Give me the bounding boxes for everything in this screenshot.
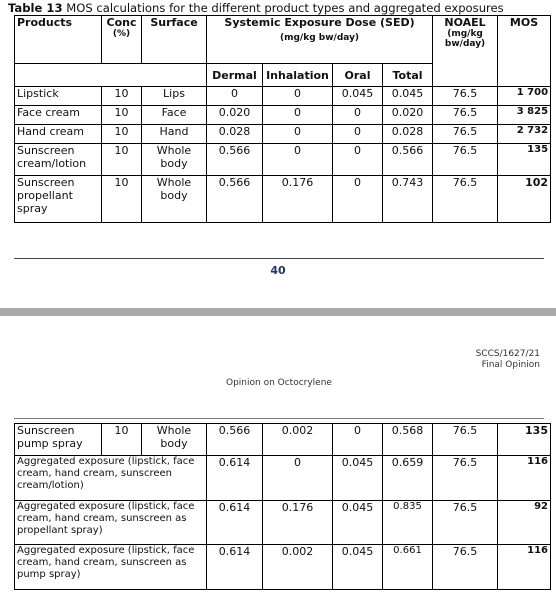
table-row bbox=[15, 125, 551, 144]
cell-conc: 10 bbox=[102, 125, 142, 144]
cell-conc: 10 bbox=[102, 87, 142, 106]
cell-product: Sunscreen cream/lotion bbox=[15, 144, 102, 176]
header-conc-label: Conc bbox=[106, 16, 137, 29]
table-row bbox=[15, 456, 551, 501]
header-divider bbox=[14, 418, 544, 419]
cell-inhalation: 0.002 bbox=[263, 545, 333, 590]
cell-dermal: 0.566 bbox=[207, 176, 263, 223]
header-blank bbox=[15, 64, 207, 87]
header-total: Total bbox=[383, 64, 433, 87]
cell-mos: 116 bbox=[498, 456, 551, 501]
header-noael-unit: (mg/kg bw/day) bbox=[444, 29, 486, 49]
table-row bbox=[15, 424, 551, 456]
cell-surface: Lips bbox=[142, 87, 207, 106]
cell-surface: Whole body bbox=[142, 144, 207, 176]
cell-inhalation: 0 bbox=[263, 87, 333, 106]
cell-mos: 2 732 bbox=[498, 125, 551, 144]
cell-inhalation: 0 bbox=[263, 144, 333, 176]
cell-surface: Whole body bbox=[142, 176, 207, 223]
page-number: 40 bbox=[270, 264, 286, 277]
page-divider bbox=[14, 258, 544, 259]
cell-dermal: 0.566 bbox=[207, 424, 263, 456]
cell-oral: 0.045 bbox=[333, 545, 383, 590]
cell-inhalation: 0 bbox=[263, 125, 333, 144]
cell-total: 0.566 bbox=[383, 144, 433, 176]
cell-noael: 76.5 bbox=[433, 456, 498, 501]
header-sed-label: Systemic Exposure Dose (SED) bbox=[224, 16, 415, 29]
cell-dermal: 0.028 bbox=[207, 125, 263, 144]
table-row bbox=[15, 144, 551, 176]
table-caption-label: Table 13 bbox=[8, 1, 63, 15]
cell-noael: 76.5 bbox=[433, 125, 498, 144]
cell-conc: 10 bbox=[102, 424, 142, 456]
cell-mos: 3 825 bbox=[498, 106, 551, 125]
cell-noael: 76.5 bbox=[433, 176, 498, 223]
document-status: Final Opinion bbox=[481, 360, 540, 370]
cell-oral: 0 bbox=[333, 125, 383, 144]
cell-dermal: 0.020 bbox=[207, 106, 263, 125]
cell-total: 0.661 bbox=[383, 545, 433, 590]
cell-noael: 76.5 bbox=[433, 545, 498, 590]
cell-aggregated-label: Aggregated exposure (lipstick, face cream, hand cream, sunscreen as propellant spray) bbox=[15, 501, 207, 545]
cell-product: Lipstick bbox=[15, 87, 102, 106]
cell-total: 0.028 bbox=[383, 125, 433, 144]
cell-oral: 0 bbox=[333, 176, 383, 223]
cell-dermal: 0 bbox=[207, 87, 263, 106]
cell-oral: 0.045 bbox=[333, 456, 383, 501]
cell-noael: 76.5 bbox=[433, 424, 498, 456]
cell-product: Sunscreen pump spray bbox=[15, 424, 102, 456]
cell-mos: 135 bbox=[498, 144, 551, 176]
cell-noael: 76.5 bbox=[433, 87, 498, 106]
header-conc-unit: (%) bbox=[112, 29, 131, 39]
header-dermal: Dermal bbox=[207, 64, 263, 87]
cell-dermal: 0.614 bbox=[207, 501, 263, 545]
cell-surface: Face bbox=[142, 106, 207, 125]
cell-aggregated-label: Aggregated exposure (lipstick, face cream, hand cream, sunscreen as pump spray) bbox=[15, 545, 207, 590]
cell-total: 0.659 bbox=[383, 456, 433, 501]
header-sed bbox=[207, 16, 433, 64]
cell-conc: 10 bbox=[102, 144, 142, 176]
cell-mos: 102 bbox=[498, 176, 551, 223]
cell-oral: 0.045 bbox=[333, 501, 383, 545]
cell-surface: Whole body bbox=[142, 424, 207, 456]
table-row bbox=[15, 106, 551, 125]
cell-inhalation: 0 bbox=[263, 106, 333, 125]
page-break bbox=[0, 308, 556, 316]
cell-product: Face cream bbox=[15, 106, 102, 125]
cell-aggregated-label: Aggregated exposure (lipstick, face cream, hand cream, sunscreen cream/lotion) bbox=[15, 456, 207, 501]
running-header: Opinion on Octocrylene bbox=[226, 378, 332, 388]
table-caption-text: MOS calculations for the different product types and aggregated exposures bbox=[66, 1, 504, 15]
cell-surface: Hand bbox=[142, 125, 207, 144]
header-inhalation: Inhalation bbox=[263, 64, 333, 87]
header-surface: Surface bbox=[142, 16, 207, 64]
cell-total: 0.743 bbox=[383, 176, 433, 223]
mos-table-top bbox=[14, 15, 551, 223]
header-noael bbox=[433, 16, 498, 87]
cell-oral: 0 bbox=[333, 424, 383, 456]
cell-total: 0.835 bbox=[383, 501, 433, 545]
cell-product: Hand cream bbox=[15, 125, 102, 144]
cell-dermal: 0.614 bbox=[207, 545, 263, 590]
header-conc bbox=[102, 16, 142, 64]
table-row bbox=[15, 501, 551, 545]
cell-conc: 10 bbox=[102, 106, 142, 125]
table-row bbox=[15, 545, 551, 590]
header-sed-unit: (mg/kg bw/day) bbox=[280, 33, 360, 43]
cell-noael: 76.5 bbox=[433, 106, 498, 125]
cell-inhalation: 0.176 bbox=[263, 501, 333, 545]
table-row bbox=[15, 176, 551, 223]
cell-inhalation: 0 bbox=[263, 456, 333, 501]
cell-noael: 76.5 bbox=[433, 144, 498, 176]
header-mos: MOS bbox=[498, 16, 551, 87]
cell-dermal: 0.614 bbox=[207, 456, 263, 501]
cell-total: 0.045 bbox=[383, 87, 433, 106]
cell-conc: 10 bbox=[102, 176, 142, 223]
cell-oral: 0.045 bbox=[333, 87, 383, 106]
document-code: SCCS/1627/21 bbox=[475, 349, 540, 359]
mos-table-bottom bbox=[14, 423, 551, 590]
cell-total: 0.020 bbox=[383, 106, 433, 125]
table-caption bbox=[8, 1, 548, 15]
header-oral: Oral bbox=[333, 64, 383, 87]
cell-mos: 1 700 bbox=[498, 87, 551, 106]
cell-inhalation: 0.176 bbox=[263, 176, 333, 223]
header-noael-label: NOAEL bbox=[444, 16, 486, 29]
cell-oral: 0 bbox=[333, 106, 383, 125]
table-row bbox=[15, 87, 551, 106]
cell-noael: 76.5 bbox=[433, 501, 498, 545]
cell-inhalation: 0.002 bbox=[263, 424, 333, 456]
cell-oral: 0 bbox=[333, 144, 383, 176]
cell-product: Sunscreen propellant spray bbox=[15, 176, 102, 223]
document-reference bbox=[476, 349, 540, 371]
header-products: Products bbox=[15, 16, 102, 64]
cell-mos: 92 bbox=[498, 501, 551, 545]
cell-mos: 135 bbox=[498, 424, 551, 456]
cell-total: 0.568 bbox=[383, 424, 433, 456]
cell-dermal: 0.566 bbox=[207, 144, 263, 176]
cell-mos: 116 bbox=[498, 545, 551, 590]
